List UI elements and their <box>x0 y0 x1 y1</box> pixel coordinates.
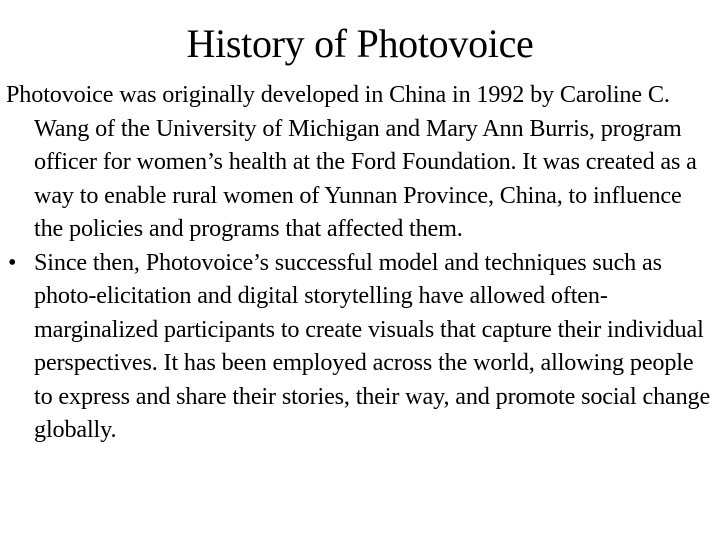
slide-title: History of Photovoice <box>186 21 534 66</box>
paragraph-history-origin: Photovoice was originally developed in China in 1992 by Caroline C. Wang of the University of Michigan and Mary Ann Burris, program officer for women’s health at the Ford Foundation. It was created as a way to enable rural women of Yunnan Province, China, to influence the policies and programs that affected them. <box>6 81 697 242</box>
slide-body <box>6 78 714 447</box>
bullet-item-since-then <box>6 246 714 447</box>
bullet-icon: • <box>8 248 17 276</box>
bullet-item-text: Since then, Photovoice’s successful model and techniques such as photo-elicitation and digital storytelling have allowed often-marginalized participants to create visuals that capture their individual perspectives. It has been employed across the world, allowing people to express and share their stories, their way, and promote social change globally. <box>34 248 711 443</box>
